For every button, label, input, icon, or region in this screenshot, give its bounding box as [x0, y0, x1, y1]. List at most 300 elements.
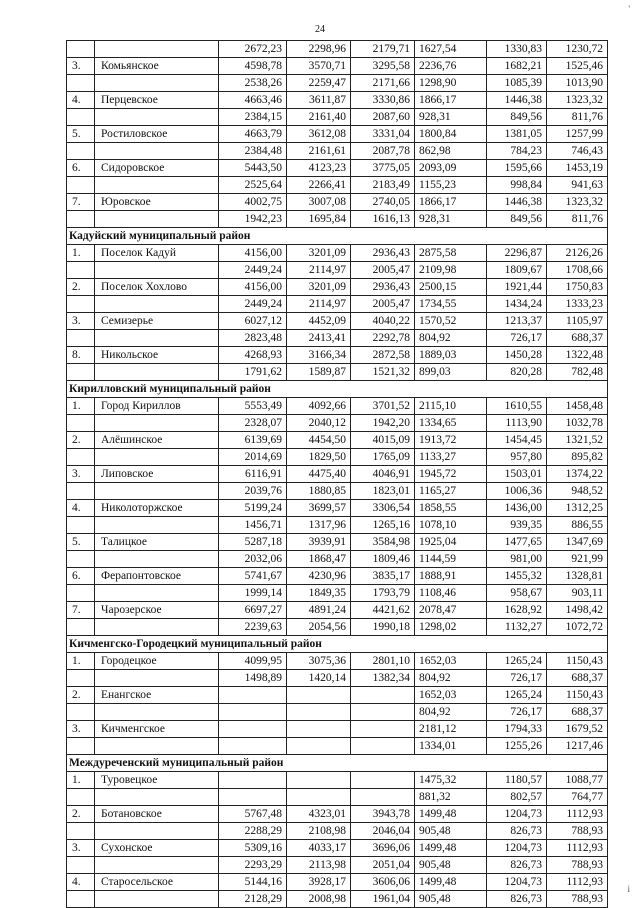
value-cell	[351, 772, 415, 789]
value-cell: 3330,86	[351, 92, 415, 109]
settlement-name-cell: Кичменгское	[95, 721, 219, 738]
settlement-name-cell: Туровецкое	[95, 772, 219, 789]
value-cell	[351, 687, 415, 704]
value-cell: 2114,97	[287, 296, 351, 313]
value-cell: 1913,72	[415, 432, 487, 449]
value-cell: 1499,48	[415, 840, 487, 857]
value-cell: 4156,00	[219, 279, 287, 296]
value-cell: 1503,01	[487, 466, 547, 483]
value-cell: 2014,69	[219, 449, 287, 466]
value-cell: 4015,09	[351, 432, 415, 449]
value-cell: 3943,78	[351, 806, 415, 823]
settlement-row	[67, 806, 608, 823]
value-cell: 804,92	[415, 330, 487, 347]
value-cell: 2936,43	[351, 279, 415, 296]
settlement-continuation-row	[67, 738, 608, 755]
row-number-cell: 1.	[67, 772, 95, 789]
value-cell	[351, 721, 415, 738]
value-cell: 1446,38	[487, 194, 547, 211]
settlement-row	[67, 58, 608, 75]
value-cell: 1113,90	[487, 415, 547, 432]
value-cell: 1616,13	[351, 211, 415, 228]
settlement-continuation-row	[67, 177, 608, 194]
settlement-continuation-row	[67, 619, 608, 636]
value-cell: 1570,52	[415, 313, 487, 330]
page-number: 24	[315, 24, 325, 35]
value-cell	[219, 687, 287, 704]
value-cell: 1682,21	[487, 58, 547, 75]
row-number-cell	[67, 517, 95, 534]
value-cell: 688,37	[547, 330, 608, 347]
settlement-row	[67, 92, 608, 109]
row-number-cell	[67, 449, 95, 466]
district-name: Междуреченский муниципальный район	[67, 755, 608, 772]
value-cell: 3928,17	[287, 874, 351, 891]
settlement-continuation-row	[67, 857, 608, 874]
settlement-continuation-row	[67, 789, 608, 806]
value-cell: 2823,48	[219, 330, 287, 347]
value-cell: 1265,24	[487, 653, 547, 670]
value-cell	[351, 738, 415, 755]
value-cell: 1382,34	[351, 670, 415, 687]
row-number-cell	[67, 143, 95, 160]
value-cell: 1334,65	[415, 415, 487, 432]
value-cell: 1321,52	[547, 432, 608, 449]
settlement-name-cell: Юровское	[95, 194, 219, 211]
value-cell: 1347,69	[547, 534, 608, 551]
value-cell: 2039,76	[219, 483, 287, 500]
settlement-name-cell: Ботановское	[95, 806, 219, 823]
value-cell	[287, 789, 351, 806]
value-cell: 788,93	[547, 823, 608, 840]
value-cell: 2114,97	[287, 262, 351, 279]
value-cell: 1108,46	[415, 585, 487, 602]
value-cell	[219, 721, 287, 738]
value-cell: 1589,87	[287, 364, 351, 381]
value-cell: 5309,16	[219, 840, 287, 857]
settlement-row	[67, 279, 608, 296]
district-header-row	[67, 636, 608, 653]
value-cell: 2801,10	[351, 653, 415, 670]
settlement-name-cell	[95, 177, 219, 194]
value-cell: 2449,24	[219, 296, 287, 313]
value-cell: 1889,03	[415, 347, 487, 364]
value-cell: 788,93	[547, 857, 608, 874]
value-cell: 3295,58	[351, 58, 415, 75]
row-number-cell	[67, 789, 95, 806]
value-cell: 4323,01	[287, 806, 351, 823]
value-cell: 1450,28	[487, 347, 547, 364]
value-cell: 4040,22	[351, 313, 415, 330]
value-cell: 1456,71	[219, 517, 287, 534]
value-cell: 2054,56	[287, 619, 351, 636]
value-cell: 1866,17	[415, 92, 487, 109]
value-cell: 2384,48	[219, 143, 287, 160]
value-cell: 1420,14	[287, 670, 351, 687]
value-cell: 2093,09	[415, 160, 487, 177]
settlement-row	[67, 534, 608, 551]
value-cell: 1112,93	[547, 840, 608, 857]
settlement-continuation-row	[67, 551, 608, 568]
value-cell: 4475,40	[287, 466, 351, 483]
value-cell	[219, 772, 287, 789]
value-cell: 2005,47	[351, 296, 415, 313]
value-cell: 905,48	[415, 857, 487, 874]
edge-mark-top: '	[628, 4, 630, 14]
value-cell: 1868,47	[287, 551, 351, 568]
value-cell: 1255,26	[487, 738, 547, 755]
value-cell: 1453,19	[547, 160, 608, 177]
value-cell	[287, 704, 351, 721]
value-cell: 3201,09	[287, 245, 351, 262]
value-cell: 1521,32	[351, 364, 415, 381]
value-cell: 1498,89	[219, 670, 287, 687]
value-cell: 4891,24	[287, 602, 351, 619]
value-cell: 1381,05	[487, 126, 547, 143]
value-cell: 1072,72	[547, 619, 608, 636]
value-cell: 903,11	[547, 585, 608, 602]
value-cell	[219, 738, 287, 755]
settlement-name-cell: Алёшинское	[95, 432, 219, 449]
value-cell: 849,56	[487, 211, 547, 228]
settlement-name-cell: Перцевское	[95, 92, 219, 109]
value-cell: 1006,36	[487, 483, 547, 500]
row-number-cell	[67, 41, 95, 58]
row-number-cell: 3.	[67, 313, 95, 330]
value-cell: 3696,06	[351, 840, 415, 857]
settlement-name-cell	[95, 109, 219, 126]
value-cell: 2449,24	[219, 262, 287, 279]
value-cell: 1765,09	[351, 449, 415, 466]
value-cell: 764,77	[547, 789, 608, 806]
settlement-row	[67, 160, 608, 177]
value-cell: 2181,12	[415, 721, 487, 738]
value-cell: 1150,43	[547, 687, 608, 704]
row-number-cell: 4.	[67, 500, 95, 517]
value-cell: 1627,54	[415, 41, 487, 58]
value-cell: 2078,47	[415, 602, 487, 619]
value-cell: 1945,72	[415, 466, 487, 483]
row-number-cell: 7.	[67, 194, 95, 211]
row-number-cell	[67, 857, 95, 874]
row-number-cell: 8.	[67, 347, 95, 364]
settlement-name-cell	[95, 738, 219, 755]
value-cell: 1213,37	[487, 313, 547, 330]
value-cell: 2384,15	[219, 109, 287, 126]
value-cell: 2161,40	[287, 109, 351, 126]
value-cell: 1610,55	[487, 398, 547, 415]
value-cell: 1793,79	[351, 585, 415, 602]
settlement-continuation-row	[67, 75, 608, 92]
value-cell: 1794,33	[487, 721, 547, 738]
value-cell: 1446,38	[487, 92, 547, 109]
value-cell: 5553,49	[219, 398, 287, 415]
settlement-row	[67, 653, 608, 670]
value-cell: 3699,57	[287, 500, 351, 517]
value-cell	[351, 704, 415, 721]
value-cell: 1298,90	[415, 75, 487, 92]
settlement-row	[67, 500, 608, 517]
settlement-continuation-row	[67, 483, 608, 500]
settlement-name-cell	[95, 364, 219, 381]
settlement-name-cell	[95, 704, 219, 721]
value-cell: 1328,81	[547, 568, 608, 585]
settlement-name-cell	[95, 449, 219, 466]
value-cell: 2292,78	[351, 330, 415, 347]
value-cell: 1695,84	[287, 211, 351, 228]
value-cell: 5199,24	[219, 500, 287, 517]
value-cell: 726,17	[487, 704, 547, 721]
value-cell: 726,17	[487, 670, 547, 687]
settlement-name-cell: Чарозерское	[95, 602, 219, 619]
value-cell: 2051,04	[351, 857, 415, 874]
value-cell: 2500,15	[415, 279, 487, 296]
value-cell: 3612,08	[287, 126, 351, 143]
value-cell: 782,48	[547, 364, 608, 381]
value-cell: 1498,42	[547, 602, 608, 619]
row-number-cell	[67, 619, 95, 636]
settlement-row	[67, 245, 608, 262]
settlement-continuation-row	[67, 517, 608, 534]
value-cell: 1880,85	[287, 483, 351, 500]
value-cell: 3166,34	[287, 347, 351, 364]
value-cell: 2126,26	[547, 245, 608, 262]
value-cell: 4046,91	[351, 466, 415, 483]
settlement-name-cell	[95, 670, 219, 687]
tariff-table	[66, 40, 608, 908]
settlement-continuation-row	[67, 670, 608, 687]
settlement-continuation-row	[67, 585, 608, 602]
value-cell: 1204,73	[487, 840, 547, 857]
row-number-cell	[67, 551, 95, 568]
district-name: Кадуйский муниципальный район	[67, 228, 608, 245]
settlement-name-cell: Семизерье	[95, 313, 219, 330]
value-cell: 1809,67	[487, 262, 547, 279]
row-number-cell: 6.	[67, 568, 95, 585]
value-cell: 1265,24	[487, 687, 547, 704]
value-cell: 4156,00	[219, 245, 287, 262]
value-cell: 1999,14	[219, 585, 287, 602]
settlement-continuation-row	[67, 823, 608, 840]
value-cell: 1455,32	[487, 568, 547, 585]
edge-mark-bottom: i	[627, 884, 630, 894]
value-cell: 1990,18	[351, 619, 415, 636]
value-cell: 1298,02	[415, 619, 487, 636]
settlement-name-cell: Комьянское	[95, 58, 219, 75]
value-cell: 2239,63	[219, 619, 287, 636]
value-cell: 1628,92	[487, 602, 547, 619]
settlement-row	[67, 466, 608, 483]
settlement-name-cell: Поселок Хохлово	[95, 279, 219, 296]
settlement-name-cell	[95, 415, 219, 432]
value-cell: 4268,93	[219, 347, 287, 364]
value-cell: 905,48	[415, 823, 487, 840]
value-cell	[287, 721, 351, 738]
settlement-name-cell: Липовское	[95, 466, 219, 483]
settlement-name-cell: Сухонское	[95, 840, 219, 857]
value-cell: 1652,03	[415, 687, 487, 704]
value-cell: 862,98	[415, 143, 487, 160]
settlement-name-cell: Талицкое	[95, 534, 219, 551]
settlement-continuation-row	[67, 296, 608, 313]
value-cell: 2236,76	[415, 58, 487, 75]
value-cell: 826,73	[487, 823, 547, 840]
value-cell: 2046,04	[351, 823, 415, 840]
settlement-name-cell: Ферапонтовское	[95, 568, 219, 585]
settlement-name-cell	[95, 823, 219, 840]
value-cell	[287, 687, 351, 704]
value-cell: 1925,04	[415, 534, 487, 551]
settlement-row	[67, 840, 608, 857]
value-cell: 2113,98	[287, 857, 351, 874]
value-cell: 1085,39	[487, 75, 547, 92]
value-cell: 3570,71	[287, 58, 351, 75]
value-cell: 1475,32	[415, 772, 487, 789]
value-cell: 1849,35	[287, 585, 351, 602]
value-cell: 2672,23	[219, 41, 287, 58]
value-cell: 1204,73	[487, 874, 547, 891]
value-cell: 1499,48	[415, 806, 487, 823]
value-cell: 1888,91	[415, 568, 487, 585]
value-cell: 5443,50	[219, 160, 287, 177]
value-cell: 5767,48	[219, 806, 287, 823]
value-cell: 1823,01	[351, 483, 415, 500]
settlement-row	[67, 687, 608, 704]
value-cell: 1257,99	[547, 126, 608, 143]
value-cell: 939,35	[487, 517, 547, 534]
value-cell: 3611,87	[287, 92, 351, 109]
settlement-continuation-row	[67, 415, 608, 432]
settlement-row	[67, 772, 608, 789]
row-number-cell	[67, 364, 95, 381]
value-cell: 1150,43	[547, 653, 608, 670]
value-cell: 1180,57	[487, 772, 547, 789]
value-cell: 2115,10	[415, 398, 487, 415]
value-cell: 2087,60	[351, 109, 415, 126]
value-cell: 1961,04	[351, 891, 415, 908]
row-number-cell: 1.	[67, 653, 95, 670]
settlement-continuation-row	[67, 449, 608, 466]
district-header-row	[67, 228, 608, 245]
row-number-cell: 1.	[67, 245, 95, 262]
value-cell: 2875,58	[415, 245, 487, 262]
settlement-name-cell: Город Кириллов	[95, 398, 219, 415]
value-cell: 1078,10	[415, 517, 487, 534]
value-cell: 4454,50	[287, 432, 351, 449]
value-cell: 899,03	[415, 364, 487, 381]
value-cell: 2179,71	[351, 41, 415, 58]
row-number-cell: 2.	[67, 806, 95, 823]
value-cell: 2266,41	[287, 177, 351, 194]
value-cell: 2740,05	[351, 194, 415, 211]
row-number-cell: 5.	[67, 126, 95, 143]
value-cell: 905,48	[415, 891, 487, 908]
value-cell: 4663,79	[219, 126, 287, 143]
row-number-cell	[67, 75, 95, 92]
value-cell: 2413,41	[287, 330, 351, 347]
value-cell: 4421,62	[351, 602, 415, 619]
row-number-cell: 3.	[67, 466, 95, 483]
settlement-row	[67, 568, 608, 585]
value-cell	[287, 738, 351, 755]
value-cell: 6697,27	[219, 602, 287, 619]
row-number-cell	[67, 415, 95, 432]
value-cell: 948,52	[547, 483, 608, 500]
settlement-row	[67, 347, 608, 364]
value-cell: 2108,98	[287, 823, 351, 840]
value-cell: 6027,12	[219, 313, 287, 330]
value-cell: 1679,52	[547, 721, 608, 738]
value-cell: 1323,32	[547, 92, 608, 109]
row-number-cell: 7.	[67, 602, 95, 619]
value-cell: 895,82	[547, 449, 608, 466]
value-cell	[219, 789, 287, 806]
row-number-cell	[67, 262, 95, 279]
value-cell: 1105,97	[547, 313, 608, 330]
value-cell	[287, 772, 351, 789]
value-cell: 802,57	[487, 789, 547, 806]
settlement-name-cell	[95, 262, 219, 279]
settlement-name-cell: Никольское	[95, 347, 219, 364]
row-number-cell	[67, 738, 95, 755]
settlement-name-cell	[95, 619, 219, 636]
value-cell: 1333,23	[547, 296, 608, 313]
value-cell: 1265,16	[351, 517, 415, 534]
row-number-cell: 1.	[67, 398, 95, 415]
settlement-name-cell	[95, 296, 219, 313]
settlement-continuation-row	[67, 211, 608, 228]
row-number-cell	[67, 177, 95, 194]
value-cell: 3701,52	[351, 398, 415, 415]
value-cell: 1829,50	[287, 449, 351, 466]
settlement-row	[67, 874, 608, 891]
value-cell: 2183,49	[351, 177, 415, 194]
row-number-cell: 3.	[67, 721, 95, 738]
value-cell: 5741,67	[219, 568, 287, 585]
value-cell: 1322,48	[547, 347, 608, 364]
settlement-name-cell	[95, 857, 219, 874]
settlement-row	[67, 194, 608, 211]
value-cell: 1791,62	[219, 364, 287, 381]
settlement-name-cell: Городецкое	[95, 653, 219, 670]
value-cell: 1323,32	[547, 194, 608, 211]
district-header-row	[67, 381, 608, 398]
settlement-row	[67, 398, 608, 415]
value-cell: 886,55	[547, 517, 608, 534]
value-cell: 1217,46	[547, 738, 608, 755]
value-cell: 820,28	[487, 364, 547, 381]
value-cell: 6116,91	[219, 466, 287, 483]
row-number-cell: 4.	[67, 874, 95, 891]
value-cell: 1317,96	[287, 517, 351, 534]
value-cell: 4452,09	[287, 313, 351, 330]
value-cell: 5144,16	[219, 874, 287, 891]
settlement-continuation-row	[67, 109, 608, 126]
value-cell: 1750,83	[547, 279, 608, 296]
value-cell: 1477,65	[487, 534, 547, 551]
value-cell: 2293,29	[219, 857, 287, 874]
row-number-cell: 3.	[67, 58, 95, 75]
value-cell: 941,63	[547, 177, 608, 194]
value-cell: 2161,61	[287, 143, 351, 160]
value-cell: 3835,17	[351, 568, 415, 585]
value-cell: 921,99	[547, 551, 608, 568]
value-cell: 1312,25	[547, 500, 608, 517]
settlement-name-cell: Николоторжское	[95, 500, 219, 517]
value-cell: 998,84	[487, 177, 547, 194]
row-number-cell	[67, 670, 95, 687]
value-cell: 928,31	[415, 211, 487, 228]
